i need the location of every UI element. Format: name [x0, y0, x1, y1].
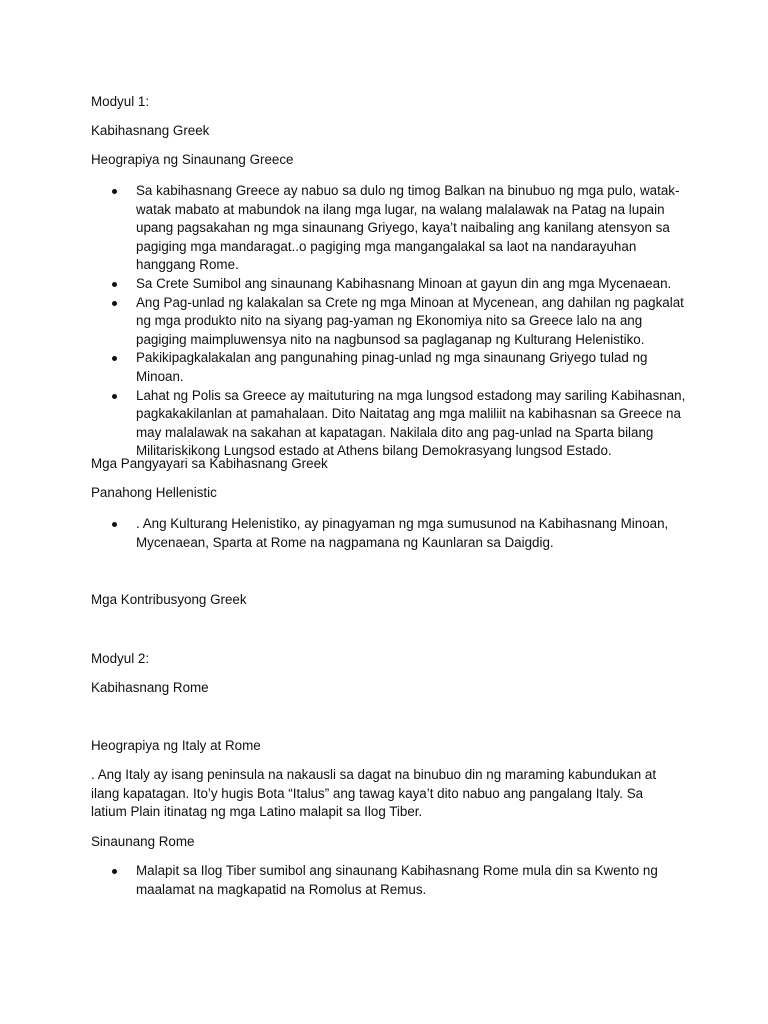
list-item — [0, 862, 690, 899]
list-item — [0, 182, 690, 275]
list-item-text: Pakikipagkalakalan ang pangunahing pinag-unlad ng mga sinaunang Griyego tulad ng Minoan. — [136, 350, 648, 384]
bullet-icon — [112, 356, 117, 361]
list-item-text: Lahat ng Polis sa Greece ay maituturing na mga lungsod estadong may sariling Kabihasnan, pagkakakilanlan at pamahalaan. Dito Naitatag ang mga maliliit na kabihasnan sa Greece na may malalawak na sakahan at kapatagan. Nakilala dito ang pag-unlad na Sparta bilang Militariskikong Lungsod estado at Athens bilang Demokrasyang lungsod Estado. — [136, 387, 686, 459]
kontribusyon-heading: Mga Kontribusyong Greek — [91, 592, 247, 607]
bullet-icon — [112, 522, 117, 527]
heograpiya-italy-heading: Heograpiya ng Italy at Rome — [91, 738, 261, 753]
hellenistic-bullet-list — [0, 515, 690, 552]
list-item — [0, 349, 690, 386]
list-item-text: Sa Crete Sumibol ang sinaunang Kabihasnang Minoan at gayun din ang mga Mycenaean. — [136, 275, 672, 291]
modyul-2-heading: Modyul 2: — [91, 651, 150, 666]
modyul-1-heading: Modyul 1: — [91, 94, 150, 109]
list-item — [0, 515, 690, 552]
bullet-icon — [112, 869, 117, 874]
bullet-icon — [112, 301, 117, 306]
bullet-icon — [112, 394, 117, 399]
italy-paragraph: . Ang Italy ay isang peninsula na nakausli sa dagat na binubuo din ng maraming kabundukan at ilang kapatagan. Ito’y hugis Bota “Italus” ang tawag kaya’t dito nabuo ang pangalang Italy. Sa latium Plain itinatag ng mga Latino malapit sa Ilog Tiber. — [91, 767, 657, 820]
greece-bullet-list — [0, 182, 690, 461]
list-item — [0, 294, 690, 350]
bullet-icon — [112, 282, 117, 287]
list-item-text: Malapit sa Ilog Tiber sumibol ang sinaunang Kabihasnang Rome mula din sa Kwento ng maalamat na magkapatid na Romolus at Remus. — [136, 863, 658, 897]
bullet-icon — [112, 189, 117, 194]
rome-bullet-list — [0, 862, 690, 899]
pangyayari-heading: Mga Pangyayari sa Kabihasnang Greek — [91, 456, 328, 471]
list-item — [0, 275, 690, 294]
sinaunang-rome-heading: Sinaunang Rome — [91, 834, 195, 849]
kabihasnang-greek-heading: Kabihasnang Greek — [91, 123, 210, 138]
list-item-text: Ang Pag-unlad ng kalakalan sa Crete ng mga Minoan at Mycenean, ang dahilan ng pagkalat ng mga produkto nito na siyang pag-yaman ng Ekonomiya nito sa Greece lalo na ang pagiging maimpluwensya nito na nagbunsod sa paglaganap ng Kulturang Helenistiko. — [136, 294, 684, 347]
list-item — [0, 387, 690, 461]
kabihasnang-rome-heading: Kabihasnang Rome — [91, 680, 209, 695]
list-item-text: Sa kabihasnang Greece ay nabuo sa dulo ng timog Balkan na binubuo ng mga pulo, watak-watak mabato at mabundok na ilang mga lugar, na walang malalawak na Patag na lupain upang pagsakahan ng mga sinaunang Griyego, kaya’t naibaling ang kanilang atensyon sa pagiging mga mandaragat..o pagiging mga mangangalakal sa laot na nandarayuhan hanggang Rome. — [136, 183, 680, 273]
panahong-hellenistic-heading: Panahong Hellenistic — [91, 485, 217, 500]
list-item-text: . Ang Kulturang Helenistiko, ay pinagyaman ng mga sumusunod na Kabihasnang Minoan, Mycenaean, Sparta at Rome na nagpamana ng Kaunlaran sa Daigdig. — [136, 516, 669, 550]
heograpiya-greece-heading: Heograpiya ng Sinaunang Greece — [91, 152, 294, 167]
